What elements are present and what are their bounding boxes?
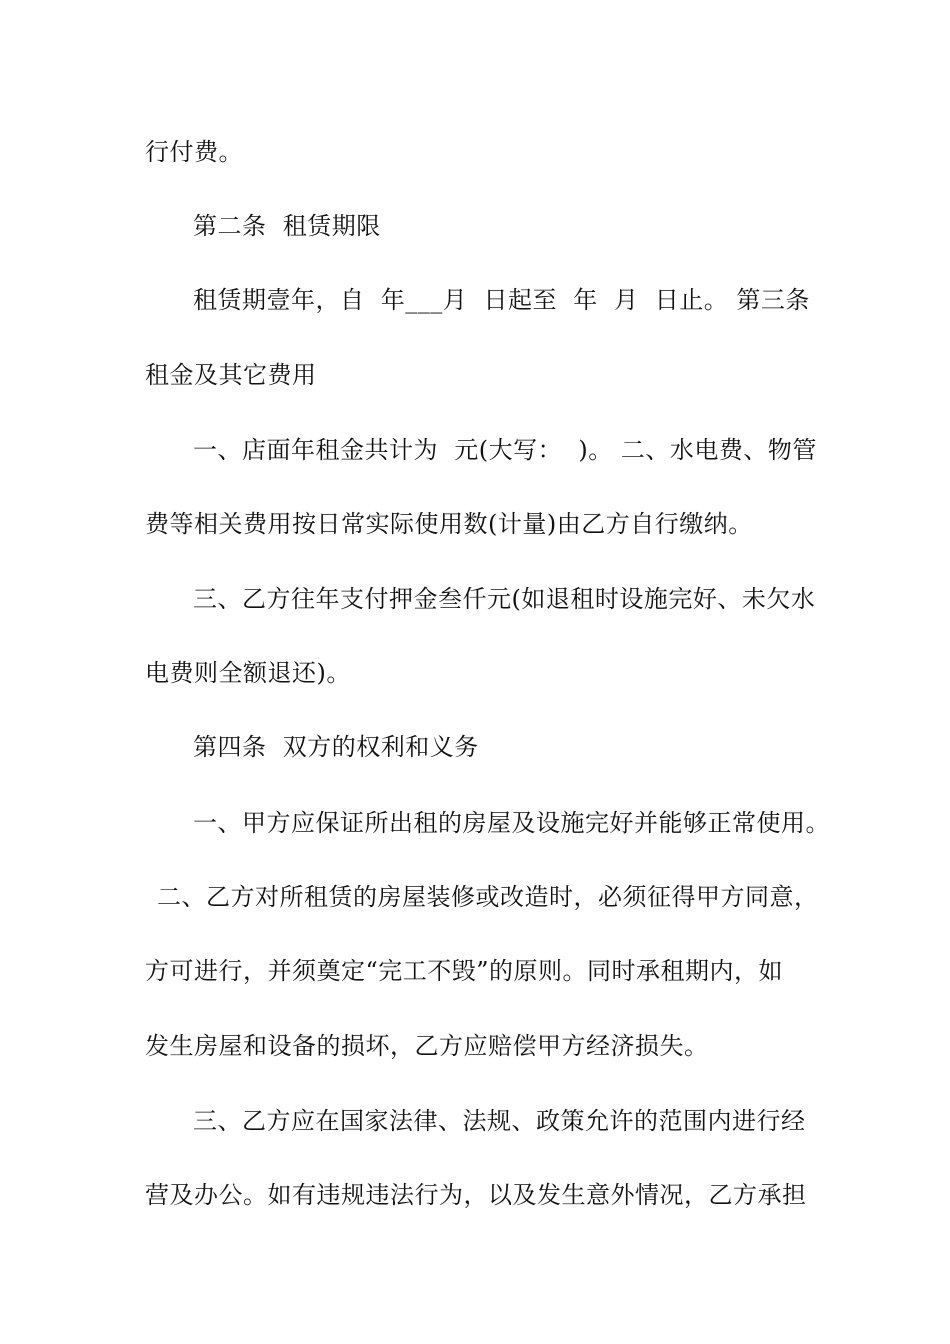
text-line-6: 费等相关费用按日常实际使用数(计量)由乙方自行缴纳。 [145, 510, 753, 538]
text-line-3: 租赁期壹年，自 年___月 日起至 年 月 日止。 第三条 [193, 286, 810, 314]
text-line-12: 方可进行，并须奠定“完工不毁”的原则。同时承租期内，如 [145, 957, 784, 985]
text-line-13: 发生房屋和设备的损坏，乙方应赔偿甲方经济损失。 [145, 1032, 709, 1060]
section-heading-2: 第二条 租赁期限 [193, 212, 381, 240]
text-line-4: 租金及其它费用 [145, 361, 317, 389]
text-line-10: 一、甲方应保证所出租的房屋及设施完好并能够正常使用。 [193, 809, 830, 837]
text-line-7: 三、乙方往年支付押金叁仟元(如退租时设施完好、未欠水 [193, 585, 816, 613]
text-line-15: 营及办公。如有违规违法行为，以及发生意外情况，乙方承担 [145, 1181, 807, 1209]
text-line-1: 行付费。 [145, 138, 243, 166]
text-line-11: 二、乙方对所租赁的房屋装修或改造时，必须征得甲方同意， [157, 883, 819, 911]
section-heading-4: 第四条 双方的权利和义务 [193, 733, 479, 761]
text-line-5: 一、店面年租金共计为 元(大写： )。 二、水电费、物管 [193, 436, 817, 464]
text-line-8: 电费则全额退还)。 [145, 659, 351, 687]
text-line-14: 三、乙方应在国家法律、法规、政策允许的范围内进行经 [193, 1107, 806, 1135]
